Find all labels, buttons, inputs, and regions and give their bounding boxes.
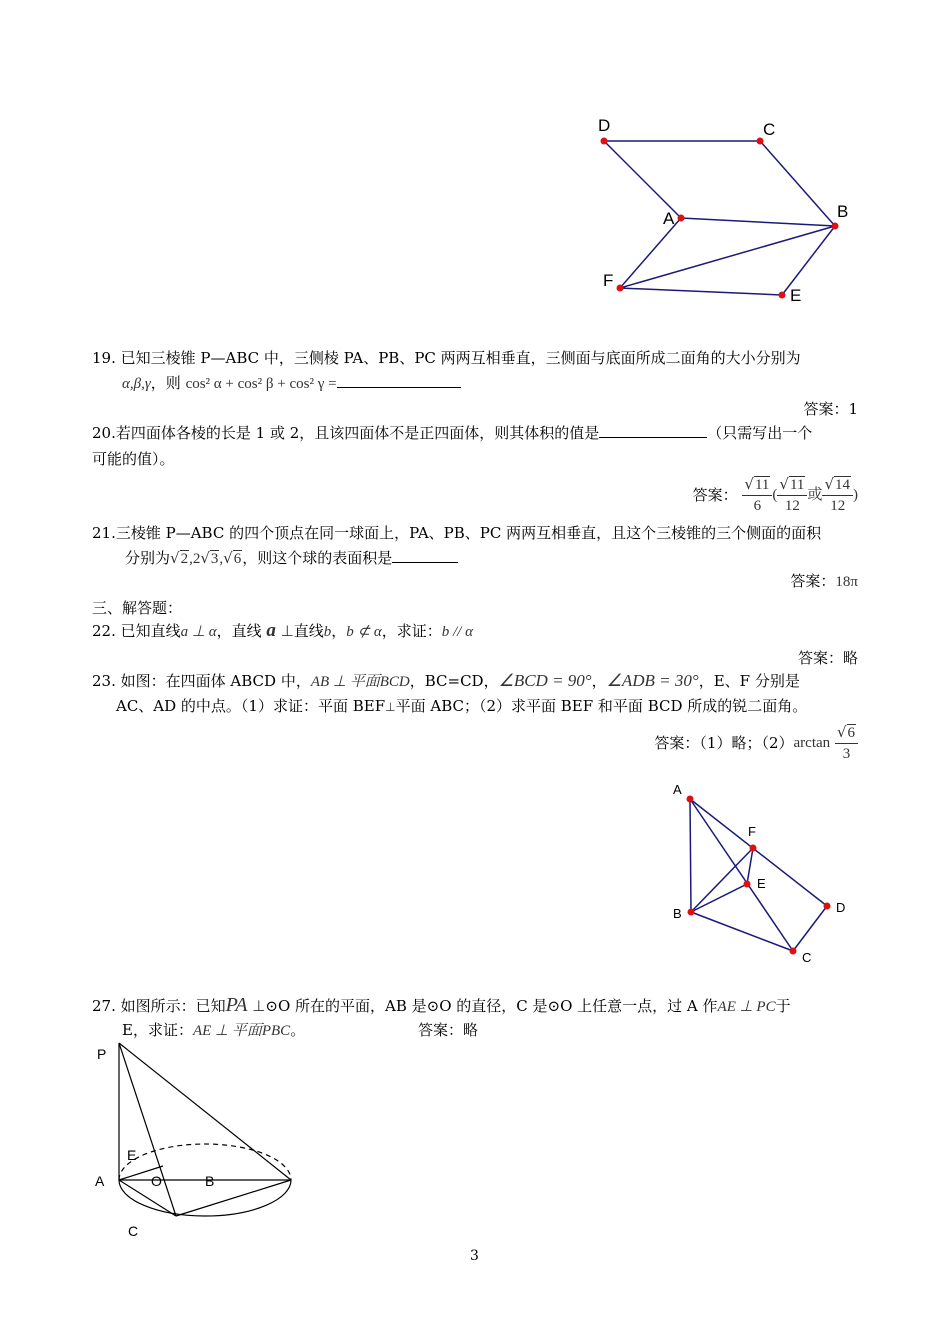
q27-line1: 27. 如图所示：已知PA ⊥⊙O 所在的平面，AB 是⊙O 的直径，C 是⊙O 上任意一点，过 A 作AE ⊥ PC于	[92, 994, 791, 1016]
q22-answer: 答案：略	[797, 649, 858, 667]
label-D: D	[836, 900, 846, 915]
section-3-title: 三、解答题：	[92, 599, 183, 617]
label-P: P	[97, 1046, 107, 1062]
q21-areas: √2,2√3,√6	[170, 549, 242, 567]
q21-line2	[125, 548, 458, 569]
q23-number: 23.	[92, 672, 116, 690]
q19-expression: cos² α + cos² β + cos² γ =	[185, 376, 337, 392]
q20-blank	[599, 423, 707, 438]
q21-line1	[92, 523, 821, 543]
q19-number: 19.	[92, 349, 116, 367]
label-C: C	[763, 120, 776, 139]
q22-line: 22. 已知直线a ⊥ α，直线 a ⊥直线b，b ⊄ α，求证：b // α	[92, 620, 473, 641]
q27-answer: 答案：略	[418, 1021, 479, 1039]
q21-text2b: ，则这个球的表面积是	[242, 549, 393, 567]
label-B: B	[837, 202, 849, 221]
q20-answer-fraction-3: $\frac{√14}{12}$	[822, 474, 853, 516]
label-E: E	[127, 1147, 137, 1163]
q21-answer: 答案：18π	[790, 572, 858, 590]
label-F: F	[748, 824, 756, 839]
label-E: E	[757, 876, 766, 891]
q21-blank	[392, 548, 458, 563]
q27-number: 27.	[92, 997, 116, 1015]
label-C: C	[802, 950, 812, 965]
q20-answer-fraction-1: $\frac{√11}{6}$	[742, 474, 772, 516]
label-D: D	[598, 116, 611, 135]
q23-line2: AC、AD 的中点。（1）求证：平面 BEF⊥平面 ABC；（2）求平面 BEF 和平面 BCD 所成的锐二面角。	[116, 697, 808, 715]
point-B	[832, 223, 839, 230]
q22-number: 22.	[92, 622, 116, 640]
q19-line2	[122, 373, 461, 394]
page-number: 3	[470, 1248, 479, 1264]
label-B: B	[673, 906, 682, 921]
q20-text1: 若四面体各棱的长是 1 或 2，且该四面体不是正四面体，则其体积的值是	[115, 424, 600, 442]
q27-line2: E，求证：AE ⊥ 平面PBC。	[122, 1021, 306, 1039]
label-A: A	[95, 1173, 105, 1189]
q20-text1b: （只需写出一个	[707, 424, 813, 442]
point-D	[824, 903, 831, 910]
label-C: C	[128, 1223, 139, 1239]
q19-text1: 已知三棱锥 P—ABC 中，三侧棱 PA、PB、PC 两两互相垂直，三侧面与底面所成二面角的大小分别为	[120, 349, 801, 367]
q19-blank	[337, 373, 461, 388]
point-C	[790, 948, 797, 955]
q19-line1	[92, 348, 801, 368]
q19-angles: α,β,γ	[122, 376, 151, 392]
label-O: O	[151, 1173, 162, 1189]
q21-answer-value: 18π	[835, 574, 858, 590]
q20-line1	[92, 423, 812, 443]
q19-text2: ，则	[150, 374, 181, 392]
label-F: F	[603, 271, 614, 290]
label-B: B	[205, 1173, 215, 1189]
label-A: A	[673, 782, 682, 797]
q19-answer: 答案：1	[803, 400, 858, 418]
point-E	[779, 292, 786, 299]
point-A	[678, 215, 685, 222]
point-A	[687, 796, 694, 803]
q23-answer: 答案：（1）略；（2）arctan $\frac{√6}{3}$	[654, 722, 858, 764]
label-E: E	[790, 286, 802, 305]
q20-answer-prefix: 答案：	[692, 486, 738, 504]
point-F	[617, 285, 624, 292]
q23-answer-fraction: $\frac{√6}{3}$	[835, 722, 858, 764]
q21-number: 21.	[92, 524, 116, 542]
q21-text1: 三棱锥 P—ABC 的四个顶点在同一球面上，PA、PB、PC 两两互相垂直，且这个三棱锥的三个侧面的面积	[115, 524, 822, 542]
figure-2-tetrahedron	[665, 778, 860, 968]
figure-1-quadrilaterals	[590, 112, 860, 312]
q21-text2a: 分别为	[125, 549, 171, 567]
figure-3-cone-circle	[88, 1040, 303, 1245]
q20-number: 20.	[92, 424, 116, 442]
q23-line1: 23. 如图：在四面体 ABCD 中，AB ⊥ 平面BCD，BC=CD，∠BCD = 90°，∠ADB = 30°，E、F 分别是	[92, 671, 800, 690]
q20-line2: 可能的值）。	[92, 450, 175, 468]
q20-answer-fraction-2: $\frac{√11}{12}$	[777, 474, 807, 516]
point-F	[750, 845, 757, 852]
point-E	[744, 881, 751, 888]
point-B	[688, 909, 695, 916]
label-A: A	[663, 209, 675, 228]
point-D	[601, 138, 608, 145]
q20-answer: 答案： $\frac{√11}{6}$ ( $\frac{√11}{12}$ 或 $\frac{√14}{12}$ )	[692, 475, 858, 514]
